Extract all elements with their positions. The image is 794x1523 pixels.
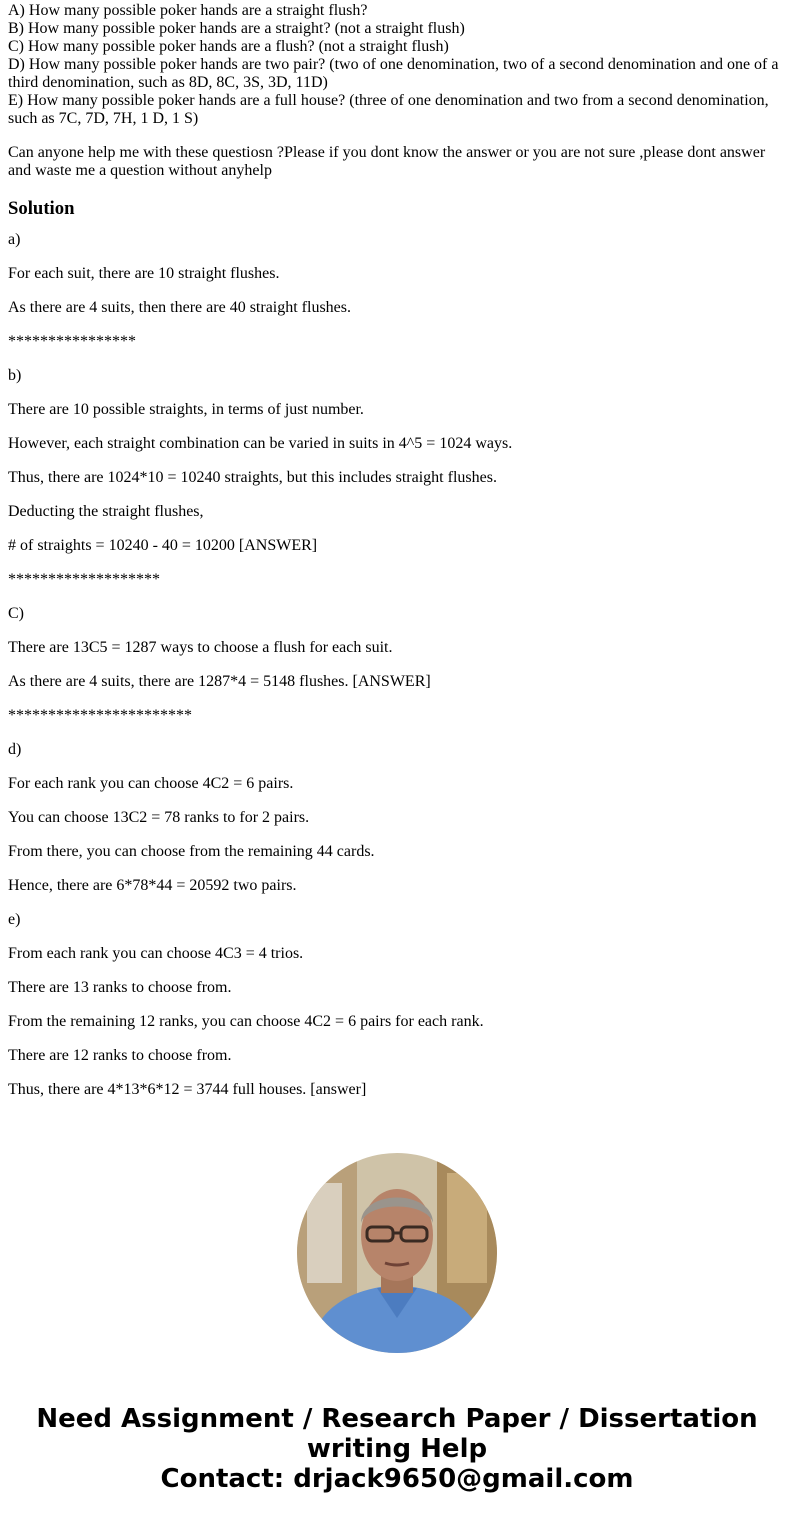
solution-line: There are 10 possible straights, in terms of just number. <box>8 401 364 418</box>
solution-line: From each rank you can choose 4C3 = 4 trios. <box>8 945 304 962</box>
question-b: B) How many possible poker hands are a straight? (not a straight flush) <box>8 20 465 37</box>
author-avatar <box>297 1153 497 1353</box>
solution-line: From the remaining 12 ranks, you can choose 4C2 = 6 pairs for each rank. <box>8 1013 484 1030</box>
separator-line: *********************** <box>8 707 192 724</box>
banner-contact: Contact: drjack9650@gmail.com <box>160 1464 634 1494</box>
question-e: E) How many possible poker hands are a full house? (three of one denomination and two from a second denomination, such as 7C, 7D, 7H, 1 D, 1 S) <box>8 92 769 127</box>
question-block <box>8 2 786 128</box>
solution-line: # of straights = 10240 - 40 = 10200 [ANSWER] <box>8 537 318 554</box>
solution-line: From there, you can choose from the remaining 44 cards. <box>8 843 375 860</box>
solution-line: Hence, there are 6*78*44 = 20592 two pairs. <box>8 877 297 894</box>
question-c: C) How many possible poker hands are a flush? (not a straight flush) <box>8 38 449 55</box>
solution-line: d) <box>8 741 22 758</box>
solution-line: There are 13C5 = 1287 ways to choose a flush for each suit. <box>8 639 393 656</box>
page-content <box>8 2 786 1112</box>
solution-line: Thus, there are 1024*10 = 10240 straights, but this includes straight flushes. <box>8 469 497 486</box>
banner-line-2: writing Help <box>306 1434 488 1464</box>
solution-line: You can choose 13C2 = 78 ranks to for 2 pairs. <box>8 809 310 826</box>
solution-line: For each rank you can choose 4C2 = 6 pairs. <box>8 775 294 792</box>
solution-line: C) <box>8 605 24 622</box>
solution-heading: Solution <box>8 198 75 219</box>
solution-body <box>8 228 786 1112</box>
separator-line: ******************* <box>8 571 160 588</box>
solution-line: a) <box>8 231 21 248</box>
solution-line: As there are 4 suits, then there are 40 straight flushes. <box>8 299 352 316</box>
question-d: D) How many possible poker hands are two pair? (two of one denomination, two of a second denomination and one of a third denomination, such as 8D, 8C, 3S, 3D, 11D) <box>8 56 779 91</box>
solution-line: There are 12 ranks to choose from. <box>8 1047 232 1064</box>
separator-line: **************** <box>8 333 136 350</box>
solution-line: There are 13 ranks to choose from. <box>8 979 232 996</box>
solution-line: e) <box>8 911 21 928</box>
solution-line: Deducting the straight flushes, <box>8 503 204 520</box>
solution-line: However, each straight combination can be varied in suits in 4^5 = 1024 ways. <box>8 435 513 452</box>
solution-line: b) <box>8 367 22 384</box>
solution-line: For each suit, there are 10 straight flushes. <box>8 265 280 282</box>
banner-line-1: Need Assignment / Research Paper / Dissertation <box>36 1404 758 1434</box>
solution-line: Thus, there are 4*13*6*12 = 3744 full houses. [answer] <box>8 1081 367 1098</box>
promo-banner <box>0 1404 794 1494</box>
question-a: A) How many possible poker hands are a straight flush? <box>8 2 368 19</box>
author-portrait-image <box>297 1153 497 1353</box>
solution-line: As there are 4 suits, there are 1287*4 = 5148 flushes. [ANSWER] <box>8 673 431 690</box>
question-note: Can anyone help me with these questiosn ?Please if you dont know the answer or you are not sure ,please dont answer and waste me a question without anyhelp <box>8 144 766 179</box>
